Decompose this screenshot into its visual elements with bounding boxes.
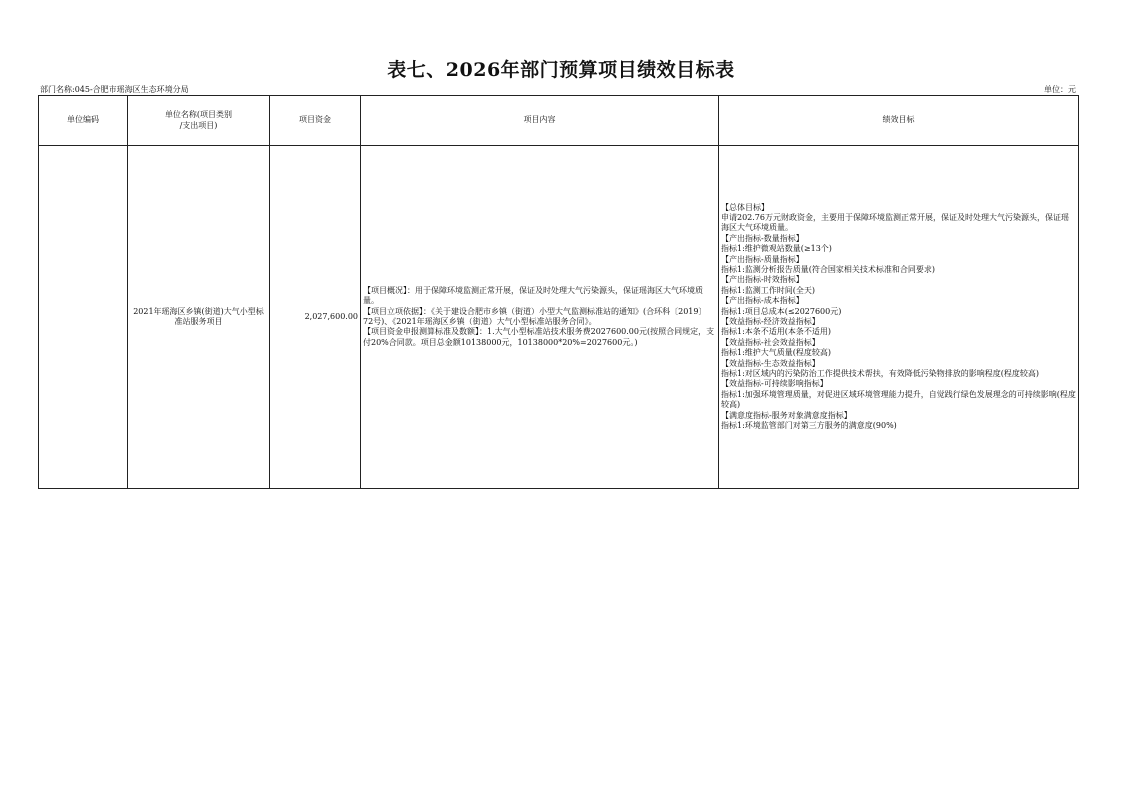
header-unit-name [128,96,270,146]
goal-line: 【产出指标-数量指标】 [721,233,804,243]
content-overview: 【项目概况】：用于保障环境监测正常开展，保证及时处理大气污染源头，保证瑶海区大气环境质量。 [363,285,703,306]
goal-line: 指标1:对区域内的污染防治工作提供技术帮扶，有效降低污染物排放的影响程度(程度较高) [721,368,1040,378]
goal-line: 指标1:环境监管部门对第三方服务的满意度(90%) [721,420,897,430]
goal-line: 指标1:维护大气质量(程度较高) [721,348,832,358]
goal-line: 【产出指标-质量指标】 [721,254,804,264]
goal-line: 【总体目标】 [721,202,769,212]
goal-line: 【效益指标-生态效益指标】 [721,358,820,368]
table-row [39,146,1079,489]
header-unit-name-line2: /支出项目) [179,120,218,130]
goal-line: 申请202.76万元财政资金，主要用于保障环境监测正常开展，保证及时处理大气污染源头，保证瑶海区大气环境质量。 [721,213,1069,233]
cell-project-content [361,146,719,489]
header-unit-code: 单位编码 [39,96,128,146]
goal-line: 【产出指标-成本指标】 [721,296,804,306]
cell-project-fund: 2,027,600.00 [270,146,361,489]
performance-goal-table [38,95,1079,489]
goal-line: 指标1:项目总成本(≤2027600元) [721,306,842,316]
header-performance-goal: 绩效目标 [719,96,1079,146]
content-funding-standard: 【项目资金申报测算标准及数额】：1.大气小型标准站技术服务费2027600.00元(按照合同规定，支付20%合同款。项目总金额10138000元，10138000*20%=2027600元。) [363,327,715,347]
goal-line: 指标1:加强环境管理质量，对促进区域环境管理能力提升，自觉践行绿色发展理念的可持续影响(程度较高) [721,389,1076,410]
currency-unit: 单位：元 [1044,85,1076,94]
table-header-row [39,96,1079,146]
header-project-fund: 项目资金 [270,96,361,146]
goal-line: 指标1:维护微观站数量(≥13个) [721,244,832,254]
goal-line: 指标1:监测工作时间(全天) [721,285,816,295]
goal-line: 指标1:本条不适用(本条不适用) [721,327,832,337]
cell-unit-code [39,146,128,489]
cell-project-name: 2021年瑶海区乡镇(街道)大气小型标准站服务项目 [128,146,270,489]
header-unit-name-line1: 单位名称(项目类别 [164,110,233,120]
cell-performance-goals [719,146,1079,489]
goal-line: 【效益指标-可持续影响指标】 [721,379,828,389]
goal-line: 【效益指标-社会效益指标】 [721,337,820,347]
content-basis: 【项目立项依据】：《关于建设合肥市乡镇（街道）小型大气监测标准站的通知》(合环科〔2019〕72号)、《2021年瑶海区乡镇（街道）大气小型标准站服务合同》。 [363,306,707,326]
department-name: 部门名称:045-合肥市瑶海区生态环境分局 [40,85,189,94]
goal-line: 【效益指标-经济效益指标】 [721,317,820,326]
page-title: 表七、2026年部门预算项目绩效目标表 [387,59,735,81]
goal-line: 指标1:监测分析报告质量(符合国家相关技术标准和合同要求) [721,265,936,275]
goal-line: 【产出指标-时效指标】 [721,275,804,285]
goal-line: 【满意度指标-服务对象满意度指标】 [721,410,852,420]
header-project-content: 项目内容 [361,96,719,146]
